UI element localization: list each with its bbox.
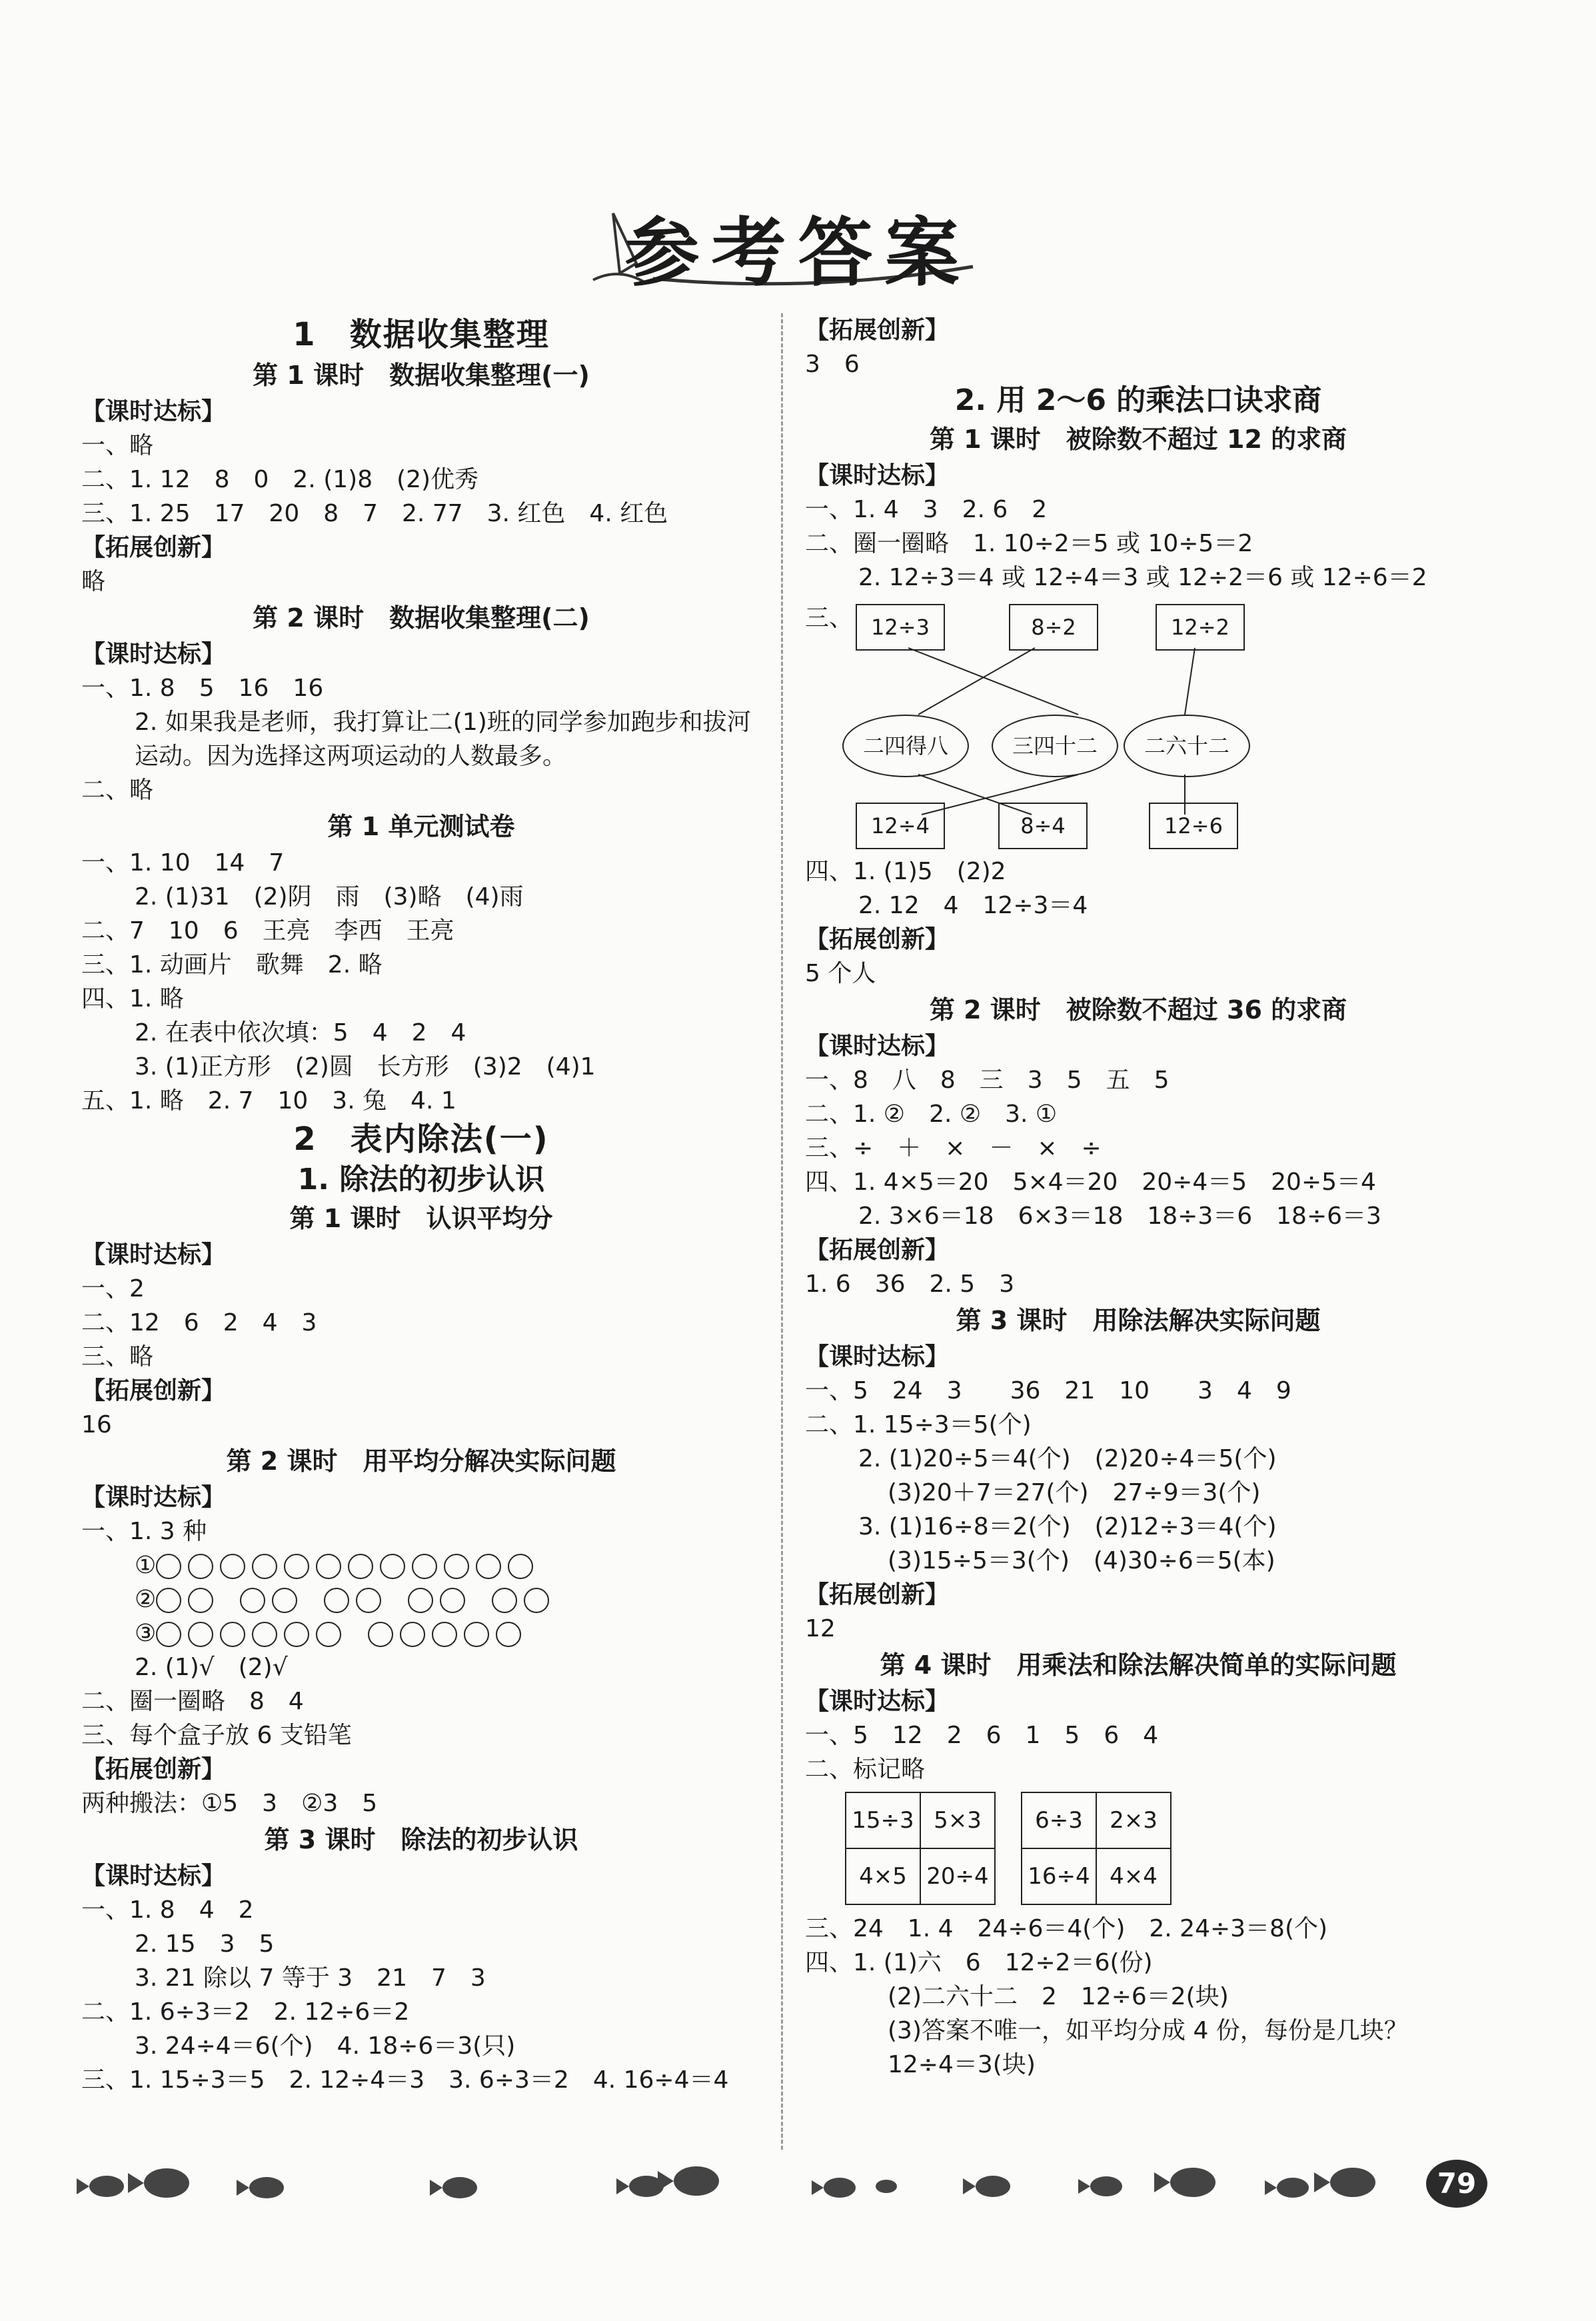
grid-cell: 15÷3 — [846, 1792, 920, 1848]
circle-icon — [444, 1554, 469, 1579]
section-tag: 【课时达标】 — [81, 398, 226, 425]
answer-line: 二、1. 6÷3＝2 2. 12÷6＝2 — [81, 1998, 410, 2026]
circle-icon — [188, 1554, 213, 1579]
expression-grid-1 — [845, 1792, 996, 1905]
circle-icon — [156, 1588, 181, 1613]
section-tag: 【课时达标】 — [81, 1862, 226, 1890]
grid-cell: 4×5 — [846, 1848, 920, 1904]
lesson-title: 第 2 课时 数据收集整理(二) — [253, 603, 590, 633]
answer-line: (2)二六十二 2 12÷6＝2(块) — [888, 1983, 1229, 2010]
section-tag: 【拓展创新】 — [81, 1377, 226, 1404]
circle-icon — [220, 1622, 245, 1647]
expression-box: 12÷6 — [1149, 803, 1238, 849]
section-tag: 【课时达标】 — [805, 462, 950, 489]
lesson-title: 第 1 课时 被除数不超过 12 的求商 — [929, 425, 1347, 454]
section-title: 2. 用 2～6 的乘法口诀求商 — [954, 383, 1322, 417]
lesson-title: 第 2 课时 用平均分解决实际问题 — [226, 1446, 616, 1476]
section-tag: 【课时达标】 — [81, 641, 226, 668]
circle-icon — [400, 1622, 425, 1647]
answer-line: 略 — [81, 568, 106, 595]
answer-line: 三、 — [805, 605, 854, 632]
circle-icon — [284, 1622, 309, 1647]
expression-box: 12÷2 — [1156, 604, 1245, 651]
section-tag: 【拓展创新】 — [805, 926, 950, 953]
circle-icon — [464, 1622, 489, 1647]
answer-line: 五、1. 略 2. 7 10 3. 兔 4. 1 — [81, 1087, 456, 1115]
section-tag: 【课时达标】 — [805, 1033, 950, 1060]
answer-line: 一、2 — [81, 1275, 145, 1302]
answer-line: 四、1. 略 — [81, 985, 184, 1013]
section-tag: 【拓展创新】 — [81, 534, 226, 561]
answer-line: 一、1. 8 5 16 16 — [81, 675, 324, 702]
circle-icon — [316, 1554, 341, 1579]
circle-icon — [324, 1588, 349, 1613]
test-title: 第 1 单元测试卷 — [327, 812, 515, 841]
answer-line: (3)20＋7＝27(个) 27÷9＝3(个) — [888, 1479, 1261, 1506]
circle-icon — [476, 1554, 501, 1579]
circle-icon — [220, 1554, 245, 1579]
answer-line: 3. (1)正方形 (2)圆 长方形 (3)2 (4)1 — [135, 1053, 596, 1081]
answer-line: 2. 12 4 12÷3＝4 — [858, 892, 1088, 919]
answer-line: 三、略 — [81, 1343, 154, 1370]
grid-cell: 5×3 — [920, 1792, 995, 1848]
answer-line: 2. 在表中依次填：5 4 2 4 — [135, 1019, 466, 1047]
grid-cell: 16÷4 — [1022, 1848, 1096, 1904]
answer-line: 2. 12÷3＝4 或 12÷4＝3 或 12÷2＝6 或 12÷6＝2 — [858, 564, 1427, 591]
answer-line: 四、1. (1)六 6 12÷2＝6(份) — [805, 1949, 1153, 1976]
answer-line: 二、圈一圈略 8 4 — [81, 1688, 304, 1715]
circle-icon — [188, 1622, 213, 1647]
answer-line: 12÷4＝3(块) — [888, 2051, 1036, 2078]
answer-line: 运动。因为选择这两项运动的人数最多。 — [135, 743, 567, 770]
answer-line: 三、每个盒子放 6 支铅笔 — [81, 1722, 352, 1749]
answer-line: 3. 24÷4＝6(个) 4. 18÷6＝3(只) — [135, 2032, 516, 2060]
answer-line: 2. (1)√ (2)√ — [135, 1654, 288, 1681]
lesson-title: 第 1 课时 认识平均分 — [289, 1204, 553, 1233]
answer-line: 一、1. 8 4 2 — [81, 1896, 254, 1924]
circle-icon — [380, 1554, 405, 1579]
answer-line: 二、1. ② 2. ② 3. ① — [805, 1101, 1058, 1128]
grid-cell: 20÷4 — [920, 1848, 995, 1904]
answer-line: 二、7 10 6 王亮 李西 王亮 — [81, 917, 454, 945]
answer-line: 一、8 八 8 三 3 5 五 5 — [805, 1067, 1170, 1094]
rhyme-oval: 二六十二 — [1124, 715, 1250, 777]
rhyme-oval: 三四十二 — [992, 715, 1118, 777]
page-number: 79 — [1426, 2160, 1487, 2208]
section-tag: 【拓展创新】 — [81, 1756, 226, 1783]
section-tag: 【拓展创新】 — [805, 317, 950, 344]
circle-icon — [524, 1588, 549, 1613]
answer-line: 二、略 — [81, 777, 154, 804]
section-tag: 【课时达标】 — [805, 1688, 950, 1715]
answer-line: 一、5 12 2 6 1 5 6 4 — [805, 1722, 1159, 1749]
matching-diagram — [805, 595, 1471, 855]
unit-1-title: 1 数据收集整理 — [293, 316, 550, 353]
circle-icon — [252, 1622, 277, 1647]
rhyme-oval: 二四得八 — [842, 715, 969, 777]
answer-line: 三、1. 25 17 20 8 7 2. 77 3. 红色 4. 红色 — [81, 500, 668, 527]
left-column — [81, 313, 761, 2097]
unit-2-title: 2 表内除法(一) — [293, 1121, 549, 1158]
lesson-title: 第 3 课时 除法的初步认识 — [264, 1825, 578, 1854]
circle-icon — [508, 1554, 533, 1579]
circle-icon — [316, 1622, 341, 1647]
circle-icon — [492, 1588, 517, 1613]
answer-line: 二、12 6 2 4 3 — [81, 1309, 317, 1336]
section-tag: 【拓展创新】 — [805, 1581, 950, 1608]
answer-line: 一、略 — [81, 432, 154, 459]
circle-row-2: ② — [81, 1582, 761, 1616]
answer-line: 16 — [81, 1411, 112, 1438]
expression-grid-2 — [1021, 1792, 1172, 1905]
answer-line: 一、5 24 3 36 21 10 3 4 9 — [805, 1377, 1291, 1404]
circle-icon — [240, 1588, 265, 1613]
answer-line: 2. (1)20÷5＝4(个) (2)20÷4＝5(个) — [858, 1445, 1277, 1472]
circle-icon — [156, 1622, 181, 1647]
answer-line: 四、1. 4×5＝20 5×4＝20 20÷4＝5 20÷5＝4 — [805, 1168, 1376, 1196]
answer-line: 3 6 — [805, 351, 860, 378]
lesson-title: 第 2 课时 被除数不超过 36 的求商 — [929, 995, 1347, 1025]
circle-icon — [348, 1554, 373, 1579]
answer-line: 三、1. 动画片 歌舞 2. 略 — [81, 951, 383, 979]
answer-line: 一、1. 4 3 2. 6 2 — [805, 496, 1048, 523]
answer-line: 四、1. (1)5 (2)2 — [805, 858, 1006, 885]
answer-line: 5 个人 — [805, 960, 876, 987]
lesson-title: 第 1 课时 数据收集整理(一) — [253, 361, 590, 390]
fish-decoration — [0, 2146, 1596, 2240]
grid-cell: 4×4 — [1096, 1848, 1171, 1904]
circle-row-3: ③ — [81, 1616, 761, 1650]
expression-box: 8÷4 — [998, 803, 1088, 849]
circle-icon — [188, 1588, 213, 1613]
circle-icon — [408, 1588, 433, 1613]
circle-icon — [272, 1588, 297, 1613]
expression-box: 12÷4 — [856, 803, 945, 849]
section-title: 1. 除法的初步认识 — [297, 1162, 545, 1196]
answer-line: 2. 15 3 5 — [135, 1930, 275, 1958]
lesson-title: 第 4 课时 用乘法和除法解决简单的实际问题 — [880, 1650, 1397, 1680]
answer-line: 2. 如果我是老师，我打算让二(1)班的同学参加跑步和拔河 — [135, 709, 751, 736]
column-divider — [781, 313, 783, 2150]
grid-cell: 2×3 — [1096, 1792, 1171, 1848]
answer-line: 三、24 1. 4 24÷6＝4(个) 2. 24÷3＝8(个) — [805, 1915, 1328, 1942]
expression-grids — [845, 1792, 1471, 1905]
answer-line: 一、1. 3 种 — [81, 1518, 207, 1545]
answer-line: 2. (1)31 (2)阴 雨 (3)略 (4)雨 — [135, 883, 524, 911]
answer-line: 12 — [805, 1615, 836, 1642]
answer-line: 3. (1)16÷8＝2(个) (2)12÷3＝4(个) — [858, 1513, 1277, 1540]
right-column — [805, 313, 1471, 2082]
answer-line: 1. 6 36 2. 5 3 — [805, 1270, 1015, 1298]
circle-icon — [412, 1554, 437, 1579]
circle-icon — [356, 1588, 381, 1613]
answer-line: 二、1. 15÷3＝5(个) — [805, 1411, 1032, 1438]
circle-icon — [252, 1554, 277, 1579]
section-tag: 【拓展创新】 — [805, 1236, 950, 1264]
circle-icon — [284, 1554, 309, 1579]
section-tag: 【课时达标】 — [81, 1484, 226, 1511]
circle-icon — [368, 1622, 393, 1647]
section-tag: 【课时达标】 — [805, 1343, 950, 1370]
answer-line: (3)答案不唯一，如平均分成 4 份，每份是几块？ — [888, 2017, 1408, 2044]
circle-icon — [156, 1554, 181, 1579]
grid-cell: 6÷3 — [1022, 1792, 1096, 1848]
circle-icon — [496, 1622, 521, 1647]
page-title: 参考答案 — [624, 210, 972, 297]
expression-box: 12÷3 — [856, 604, 945, 651]
answer-line: 2. 3×6＝18 6×3＝18 18÷3＝6 18÷6＝3 — [858, 1202, 1381, 1230]
answer-line: 二、1. 12 8 0 2. (1)8 (2)优秀 — [81, 466, 479, 493]
circle-row-1: ① — [81, 1548, 761, 1582]
answer-line: 3. 21 除以 7 等于 3 21 7 3 — [135, 1964, 486, 1992]
circle-icon — [440, 1588, 465, 1613]
lesson-title: 第 3 课时 用除法解决实际问题 — [956, 1306, 1321, 1335]
answer-line: 两种搬法：①5 3 ②3 5 — [81, 1790, 378, 1817]
section-tag: 【课时达标】 — [81, 1241, 226, 1268]
answer-line: 三、1. 15÷3＝5 2. 12÷4＝3 3. 6÷3＝2 4. 16÷4＝4 — [81, 2066, 729, 2094]
circle-icon — [432, 1622, 457, 1647]
expression-box: 8÷2 — [1009, 604, 1098, 651]
answer-line: 三、÷ ＋ × － × ÷ — [805, 1135, 1102, 1162]
answer-line: 二、圈一圈略 1. 10÷2＝5 或 10÷5＝2 — [805, 530, 1253, 557]
answer-line: (3)15÷5＝3(个) (4)30÷6＝5(本) — [888, 1547, 1275, 1574]
answer-line: 二、标记略 — [805, 1756, 926, 1783]
answer-line: 一、1. 10 14 7 — [81, 849, 285, 877]
